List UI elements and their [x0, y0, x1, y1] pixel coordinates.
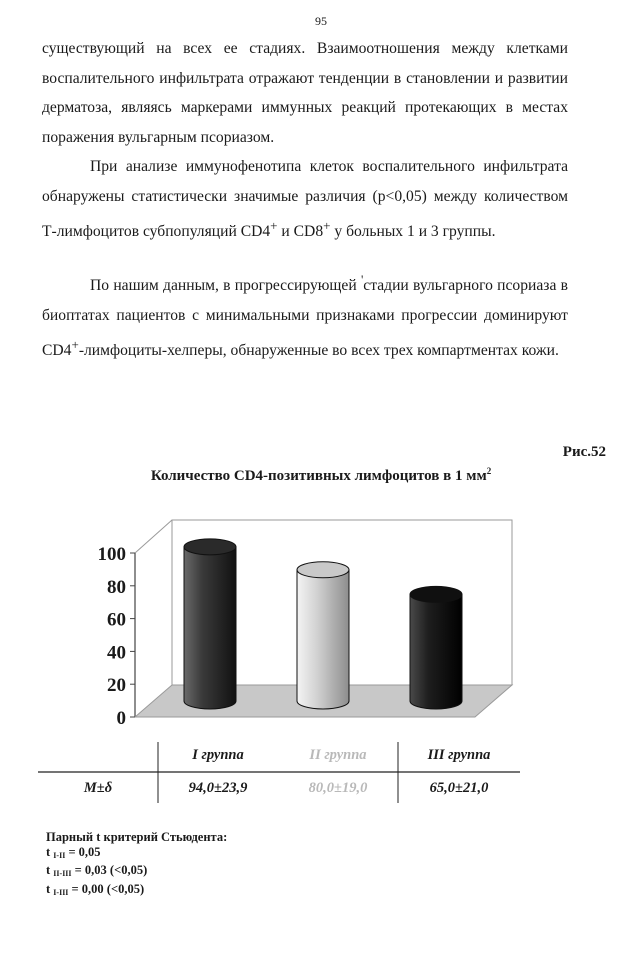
paragraph-2-part-c: у больных 1 и 3 группы. — [330, 223, 496, 241]
stray-mark: ' — [360, 272, 364, 287]
bar-top — [297, 562, 349, 578]
t-line-1-3 — [46, 882, 227, 901]
table-value-group-1: 94,0±23,9 — [188, 780, 248, 796]
paragraph-2-part-b: и CD8 — [277, 223, 324, 241]
paragraph-1: существующий на всех ее стадиях. Взаимоотношения между клетками воспалительного инфильтрата отражают тенденции в становлении и развитии дерматоза, являясь маркерами иммунных реакций протекающих в местах поражения вульгарным псориазом. — [42, 40, 568, 146]
y-tick-label: 80 — [107, 576, 126, 598]
y-axis — [98, 544, 136, 729]
bar-body — [297, 570, 349, 709]
chart-title-superscript: 2 — [486, 466, 492, 476]
table-header-group-1: I группа — [192, 747, 244, 763]
chart-title-main: Количество CD4-позитивных лимфоцитов в 1 мм — [150, 468, 487, 484]
student-test-block — [46, 830, 227, 900]
bar-top — [184, 539, 236, 555]
y-tick-label: 100 — [97, 544, 126, 565]
cd4-superscript: + — [270, 218, 278, 233]
t-symbol: t — [46, 863, 51, 877]
figure-label: Рис.52 — [562, 444, 606, 460]
bar-top — [410, 586, 462, 602]
y-tick-label: 40 — [107, 642, 126, 664]
t-symbol: t — [46, 844, 51, 859]
cd4-superscript-2: + — [71, 337, 79, 353]
cd8-superscript: + — [323, 218, 331, 233]
t-value: = 0,05 — [65, 844, 101, 859]
bar-1 — [184, 539, 236, 709]
bar-2 — [297, 562, 349, 709]
paragraph-2-part-a: При анализе иммунофенотипа клеток воспалительного инфильтрата обнаружены статистически значимые различия (p<0,05) между количеством Т-лимфоцитов субпопуляций CD4 — [42, 158, 568, 241]
table-header-group-2: II группа — [309, 747, 367, 763]
t-subscript: I-III — [53, 887, 69, 897]
paragraph-3-part-b: стадии вульгарного псориаза в биоптатах пациентов с минимальными признаками прогрессии доминируют CD4 — [42, 277, 568, 360]
t-value: = 0,03 (<0,05) — [71, 863, 148, 877]
stats-table — [38, 740, 520, 805]
table-value-group-2: 80,0±19,0 — [308, 780, 368, 796]
y-tick-label: 20 — [107, 675, 126, 697]
t-line-2-3 — [46, 863, 227, 882]
y-tick-label: 0 — [116, 708, 126, 729]
t-symbol: t — [46, 881, 51, 896]
bar-body — [184, 547, 236, 709]
page-number: 95 — [315, 14, 327, 28]
table-row-label: M±δ — [83, 780, 113, 796]
table-header-group-3: III группа — [427, 747, 491, 763]
student-test-title: Парный t критерий Стьюдента: — [46, 830, 228, 844]
t-subscript: I-II — [53, 850, 66, 860]
paragraph-3-part-a: По нашим данным, в прогрессирующей — [90, 277, 361, 295]
t-line-1-2 — [46, 845, 227, 864]
bar-3 — [410, 586, 462, 709]
table-value-group-3: 65,0±21,0 — [429, 780, 489, 796]
t-value: = 0,00 (<0,05) — [68, 881, 145, 896]
y-tick-label: 60 — [107, 609, 126, 631]
t-subscript: II-III — [53, 869, 72, 878]
paragraph-3-part-c: -лимфоциты-хелперы, обнаруженные во всех трех компартментах кожи. — [78, 342, 559, 360]
bar-body — [410, 594, 462, 709]
